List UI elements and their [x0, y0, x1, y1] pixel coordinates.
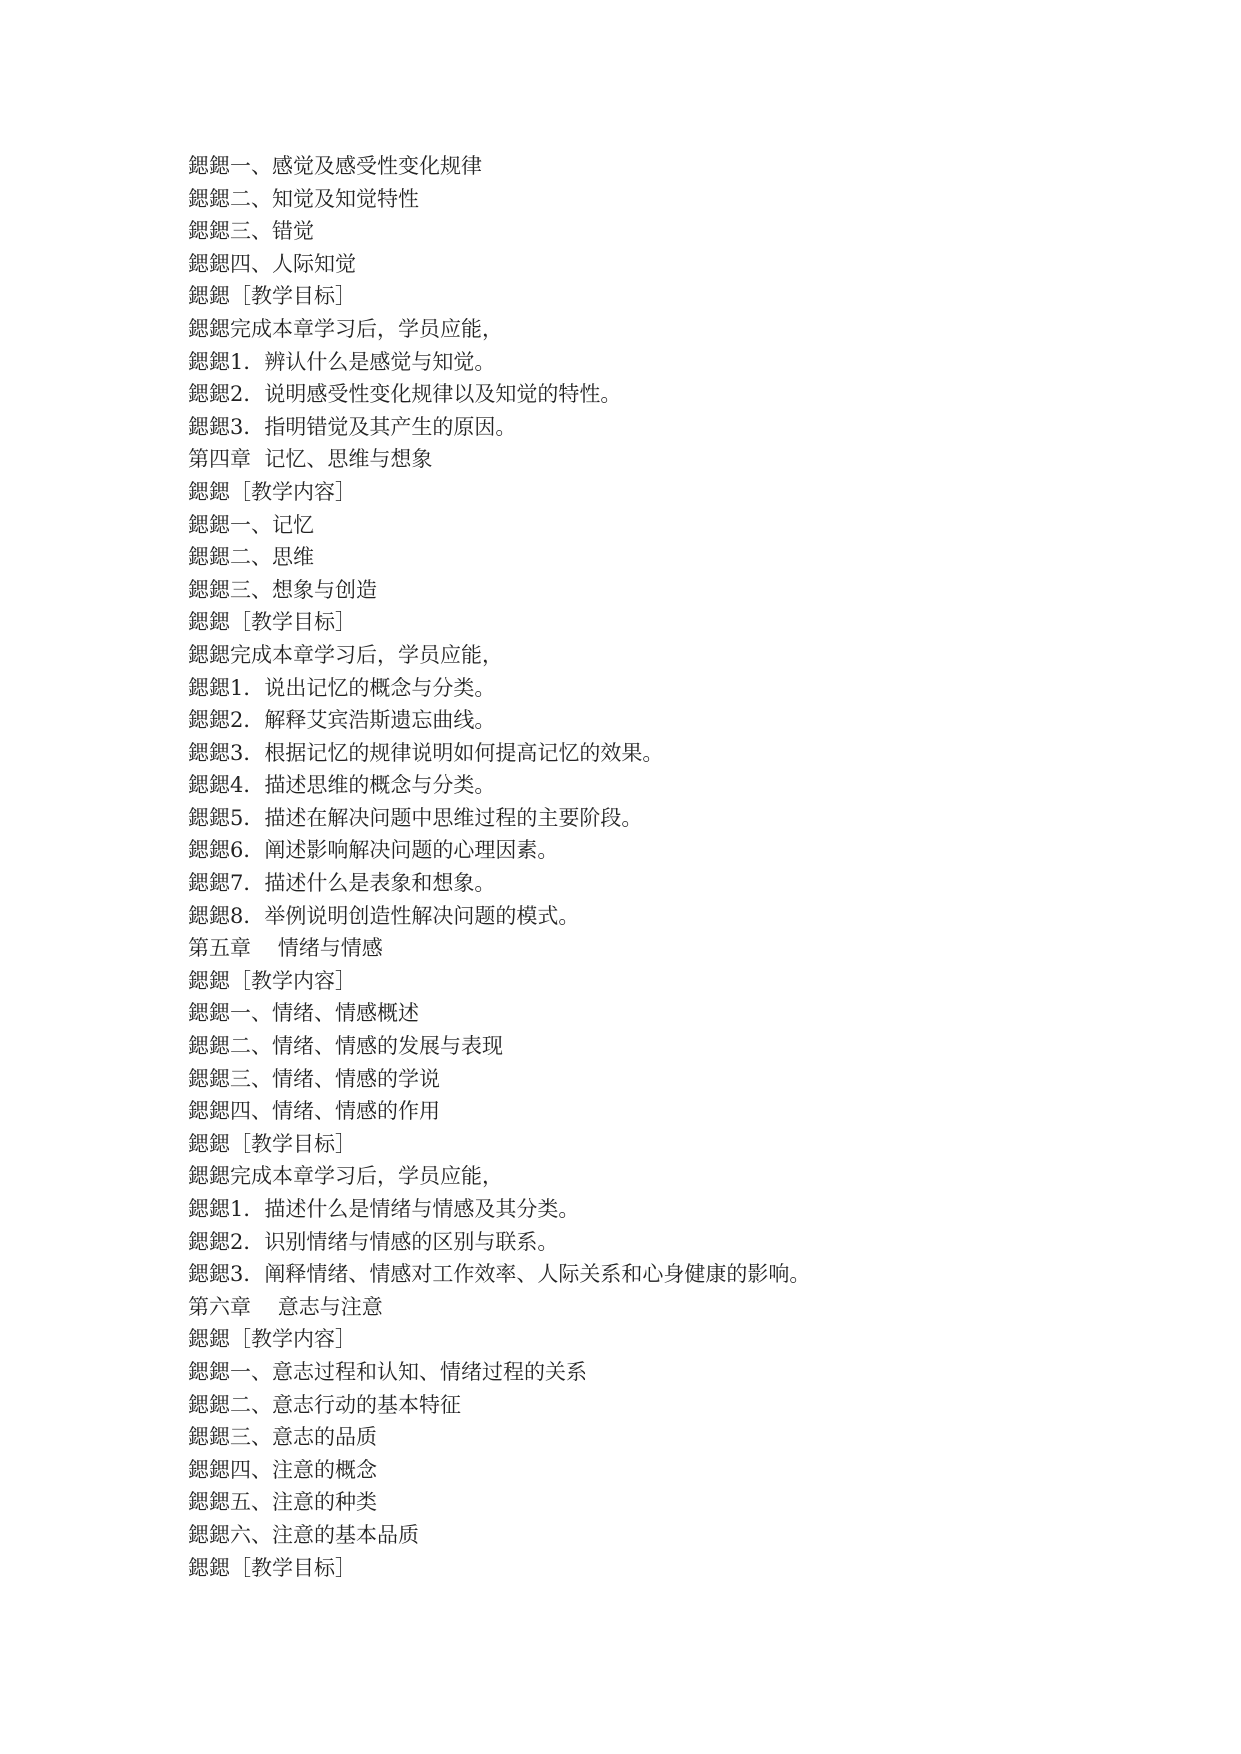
text-line: 鍶鍶完成本章学习后，学员应能， — [188, 1164, 503, 1189]
text-line: 鍶鍶［教学内容］ — [188, 479, 356, 504]
text-line: 鍶鍶2．说明感受性变化规律以及知觉的特性。 — [188, 382, 622, 407]
text-line: 鍶鍶完成本章学习后，学员应能， — [188, 316, 503, 341]
text-line: 鍶鍶6．阐述影响解决问题的心理因素。 — [188, 838, 559, 863]
text-line: 鍶鍶［教学内容］ — [188, 1327, 356, 1352]
text-line: 鍶鍶8．举例说明创造性解决问题的模式。 — [188, 903, 580, 928]
text-line: 鍶鍶四、人际知觉 — [188, 251, 356, 276]
text-line: 鍶鍶一、意志过程和认知、情绪过程的关系 — [188, 1359, 587, 1384]
text-line: 鍶鍶二、情绪、情感的发展与表现 — [188, 1034, 503, 1059]
text-line: 鍶鍶2．解释艾宾浩斯遗忘曲线。 — [188, 708, 496, 733]
text-line: 鍶鍶7．描述什么是表象和想象。 — [188, 871, 496, 896]
text-line: 鍶鍶［教学目标］ — [188, 1555, 356, 1580]
text-line: 鍶鍶二、思维 — [188, 545, 314, 570]
text-line: 鍶鍶3．根据记忆的规律说明如何提高记忆的效果。 — [188, 740, 664, 765]
document-body — [188, 150, 1168, 1584]
text-line: 鍶鍶四、情绪、情感的作用 — [188, 1099, 440, 1124]
text-line: 鍶鍶五、注意的种类 — [188, 1490, 377, 1515]
text-line: 鍶鍶1．辨认什么是感觉与知觉。 — [188, 349, 496, 374]
text-line: 鍶鍶一、感觉及感受性变化规律 — [188, 154, 482, 178]
text-line: 第四章 记忆、思维与想象 — [188, 447, 433, 472]
text-line: 鍶鍶六、注意的基本品质 — [188, 1522, 419, 1547]
text-line: 鍶鍶三、想象与创造 — [188, 577, 377, 602]
text-line: 第五章 情绪与情感 — [188, 936, 383, 961]
text-line: 鍶鍶3．指明错觉及其产生的原因。 — [188, 414, 517, 439]
text-line: 鍶鍶三、意志的品质 — [188, 1425, 377, 1450]
text-line: 鍶鍶2．识别情绪与情感的区别与联系。 — [188, 1229, 559, 1254]
text-line: 鍶鍶一、记忆 — [188, 512, 314, 537]
text-line: 鍶鍶［教学内容］ — [188, 968, 356, 993]
text-line: 鍶鍶二、意志行动的基本特征 — [188, 1392, 461, 1417]
text-line: 鍶鍶完成本章学习后，学员应能， — [188, 642, 503, 667]
text-line: 鍶鍶一、情绪、情感概述 — [188, 1001, 419, 1026]
text-line: 鍶鍶5．描述在解决问题中思维过程的主要阶段。 — [188, 805, 643, 830]
text-line: 鍶鍶1．说出记忆的概念与分类。 — [188, 675, 496, 700]
text-line: 鍶鍶1．描述什么是情绪与情感及其分类。 — [188, 1197, 580, 1221]
text-line: 第六章 意志与注意 — [188, 1294, 383, 1319]
text-line: 鍶鍶［教学目标］ — [188, 1131, 356, 1156]
text-line: 鍶鍶三、情绪、情感的学说 — [188, 1066, 440, 1091]
text-line: 鍶鍶4．描述思维的概念与分类。 — [188, 773, 496, 798]
text-line: 鍶鍶四、注意的概念 — [188, 1457, 377, 1482]
text-line: 鍶鍶3．阐释情绪、情感对工作效率、人际关系和心身健康的影响。 — [188, 1262, 811, 1287]
text-line: 鍶鍶［教学目标］ — [188, 610, 356, 635]
text-line: 鍶鍶三、错觉 — [188, 219, 314, 244]
text-line: 鍶鍶［教学目标］ — [188, 284, 356, 309]
text-line: 鍶鍶二、知觉及知觉特性 — [188, 186, 419, 211]
